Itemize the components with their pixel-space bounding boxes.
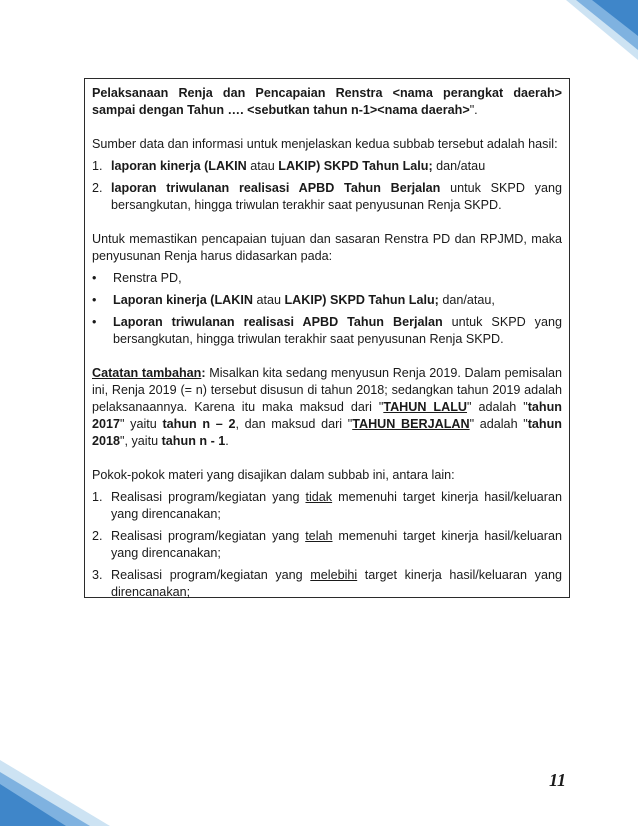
points-item-1: 1. Realisasi program/kegiatan yang tidak memenuhi target kinerja hasil/keluaran yang direncanakan; xyxy=(92,490,562,521)
section-heading: Pelaksanaan Renja dan Pencapaian Renstra <nama perangkat daerah> sampai dengan Tahun …. <sebutkan tahun n-1><nama daerah>". xyxy=(92,86,562,117)
additional-note: Catatan tambahan: Misalkan kita sedang menyusun Renja 2019. Dalam pemisalan ini, Renja 2019 (= n) tersebut disusun di tahun 2018; sedangkan tahun 2019 adalah pelaksanaannya. Karena itu maka maksud dari "TAHUN LALU" adalah "tahun 2017" yaitu tahun n – 2, dan maksud dari "TAHUN BERJALAN" adalah "tahun 2018", yaitu tahun n - 1. xyxy=(92,366,562,448)
sources-item-2: 2. laporan triwulanan realisasi APBD Tahun Berjalan untuk SKPD yang bersangkutan, hingga triwulan terakhir saat penyusunan Renja SKPD. xyxy=(92,181,562,212)
points-intro: Pokok-pokok materi yang disajikan dalam subbab ini, antara lain: xyxy=(92,468,455,482)
sources-item-1: 1. laporan kinerja (LAKIN atau LAKIP) SKPD Tahun Lalu; dan/atau xyxy=(92,159,486,173)
corner-decoration-bottom-left xyxy=(0,754,110,826)
sources-intro: Sumber data dan informasi untuk menjelaskan kedua subbab tersebut adalah hasil: xyxy=(92,137,558,151)
corner-decoration-top-right xyxy=(566,0,638,60)
basis-item-3: • Laporan triwulanan realisasi APBD Tahun Berjalan untuk SKPD yang bersangkutan, hingga triwulan terakhir saat penyusunan Renja SKPD. xyxy=(92,315,562,346)
basis-intro: Untuk memastikan pencapaian tujuan dan sasaran Renstra PD dan RPJMD, maka penyusunan Renja harus didasarkan pada: xyxy=(92,232,562,263)
page-number: 11 xyxy=(548,770,566,790)
points-item-3: 3. Realisasi program/kegiatan yang melebihi target kinerja hasil/keluaran yang direncanakan; xyxy=(92,568,562,599)
points-item-2: 2. Realisasi program/kegiatan yang telah memenuhi target kinerja hasil/keluaran yang direncanakan; xyxy=(92,529,562,560)
basis-item-1: • Renstra PD, xyxy=(92,271,182,285)
basis-item-2: • Laporan kinerja (LAKIN atau LAKIP) SKPD Tahun Lalu; dan/atau, xyxy=(92,293,495,307)
content-box xyxy=(84,78,570,598)
